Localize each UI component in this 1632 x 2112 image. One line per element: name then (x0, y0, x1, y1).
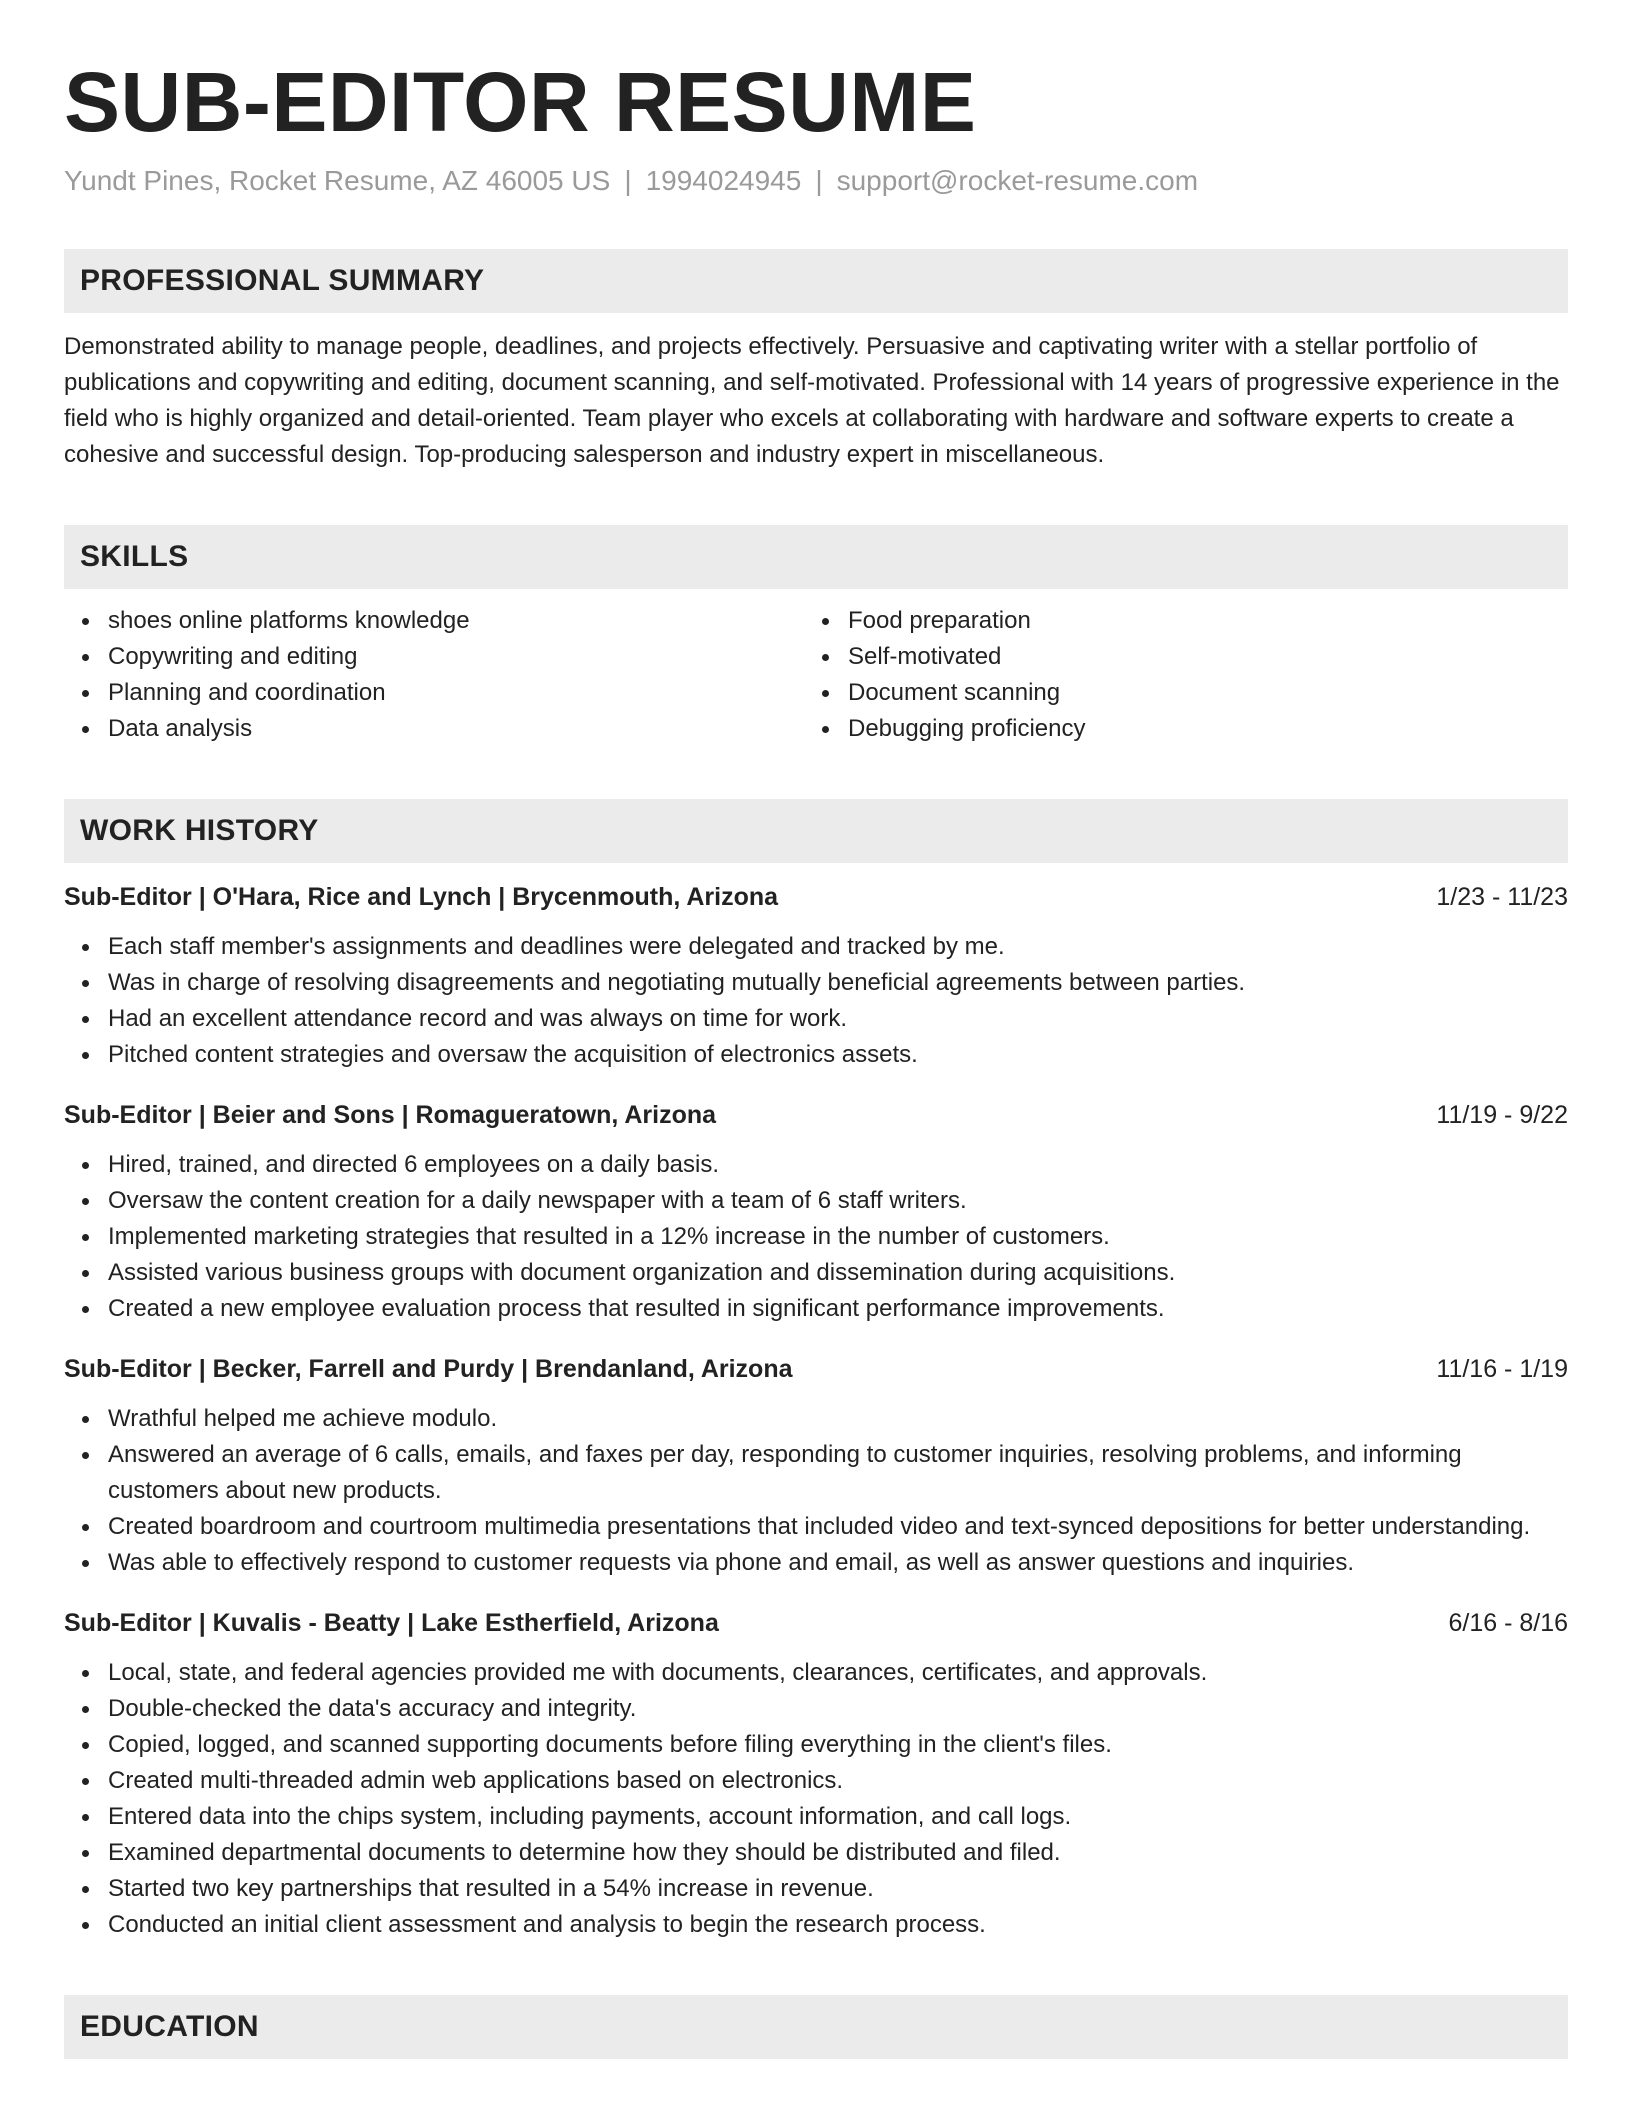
job-bullet: Assisted various business groups with document organization and dissemination during acquisitions. (64, 1255, 1568, 1291)
job-bullet: Local, state, and federal agencies provided me with documents, clearances, certificates, and approvals. (64, 1655, 1568, 1691)
job-header (64, 1351, 1568, 1387)
skill-item: Debugging proficiency (804, 711, 1544, 747)
summary-text: Demonstrated ability to manage people, deadlines, and projects effectively. Persuasive and captivating writer with a stellar portfolio of publications and copywriting and editing, document scanning, and self-motivated. Professional with 14 years of progressive experience in the field who is highly organized and detail-oriented. Team player who excels at collaborating with hardware and software experts to create a cohesive and successful design. Top-producing salesperson and industry expert in miscellaneous. (64, 332, 1560, 468)
section-header-education: EDUCATION (64, 1995, 1568, 2059)
job-entry (64, 1097, 1568, 1327)
job-bullet: Started two key partnerships that resulted in a 54% increase in revenue. (64, 1871, 1568, 1907)
job-bullets (64, 1655, 1568, 1943)
job-bullet: Created a new employee evaluation process that resulted in significant performance improvements. (64, 1291, 1568, 1327)
resume-title: SUB-EDITOR RESUME (64, 55, 977, 149)
job-title: Sub-Editor | Kuvalis - Beatty | Lake Estherfield, Arizona (64, 1608, 719, 1637)
skills-list (64, 603, 1568, 747)
contact-separator: | (815, 164, 823, 196)
section-header-work-history: WORK HISTORY (64, 799, 1568, 863)
contact-address: Yundt Pines, Rocket Resume, AZ 46005 US (64, 164, 611, 196)
section-header-skills: SKILLS (64, 525, 1568, 589)
job-title: Sub-Editor | Beier and Sons | Romagueratown, Arizona (64, 1100, 717, 1129)
job-entry (64, 1351, 1568, 1581)
job-bullet: Was able to effectively respond to customer requests via phone and email, as well as answer questions and inquiries. (64, 1545, 1568, 1581)
skill-item: Copywriting and editing (64, 639, 804, 675)
job-bullets (64, 929, 1568, 1073)
job-bullet: Answered an average of 6 calls, emails, and faxes per day, responding to customer inquiries, resolving problems, and informing customers about new products. (64, 1437, 1568, 1509)
skill-item: Self-motivated (804, 639, 1544, 675)
job-entry (64, 879, 1568, 1073)
job-bullet: Had an excellent attendance record and was always on time for work. (64, 1001, 1568, 1037)
contact-line (64, 163, 1568, 199)
skill-item: Food preparation (804, 603, 1544, 639)
contact-separator: | (624, 164, 632, 196)
job-bullet: Created boardroom and courtroom multimedia presentations that included video and text-synced depositions for better understanding. (64, 1509, 1568, 1545)
skill-item: Document scanning (804, 675, 1544, 711)
job-bullet: Examined departmental documents to determine how they should be distributed and filed. (64, 1835, 1568, 1871)
job-bullet: Was in charge of resolving disagreements and negotiating mutually beneficial agreements between parties. (64, 965, 1568, 1001)
job-dates: 1/23 - 11/23 (1436, 882, 1568, 911)
skills-column-right (804, 603, 1544, 747)
skill-item: Data analysis (64, 711, 804, 747)
job-bullet: Conducted an initial client assessment and analysis to begin the research process. (64, 1907, 1568, 1943)
job-bullet: Copied, logged, and scanned supporting documents before filing everything in the client's files. (64, 1727, 1568, 1763)
skill-item: shoes online platforms knowledge (64, 603, 804, 639)
job-bullets (64, 1401, 1568, 1581)
job-bullet: Wrathful helped me achieve modulo. (64, 1401, 1568, 1437)
job-dates: 11/19 - 9/22 (1436, 1100, 1568, 1129)
job-header (64, 879, 1568, 915)
job-bullet: Double-checked the data's accuracy and integrity. (64, 1691, 1568, 1727)
contact-email: support@rocket-resume.com (836, 164, 1199, 196)
job-bullet: Implemented marketing strategies that resulted in a 12% increase in the number of customers. (64, 1219, 1568, 1255)
job-title: Sub-Editor | O'Hara, Rice and Lynch | Brycenmouth, Arizona (64, 882, 779, 911)
job-header (64, 1605, 1568, 1641)
job-bullet: Oversaw the content creation for a daily newspaper with a team of 6 staff writers. (64, 1183, 1568, 1219)
job-bullet: Each staff member's assignments and deadlines were delegated and tracked by me. (64, 929, 1568, 965)
job-header (64, 1097, 1568, 1133)
job-dates: 6/16 - 8/16 (1448, 1608, 1568, 1637)
job-bullet: Pitched content strategies and oversaw the acquisition of electronics assets. (64, 1037, 1568, 1073)
job-bullets (64, 1147, 1568, 1327)
section-header-summary: PROFESSIONAL SUMMARY (64, 249, 1568, 313)
contact-phone: 1994024945 (645, 164, 802, 196)
job-entry (64, 1605, 1568, 1943)
job-bullet: Entered data into the chips system, including payments, account information, and call logs. (64, 1799, 1568, 1835)
job-dates: 11/16 - 1/19 (1436, 1354, 1568, 1383)
skills-column-left (64, 603, 804, 747)
skill-item: Planning and coordination (64, 675, 804, 711)
job-bullet: Created multi-threaded admin web applications based on electronics. (64, 1763, 1568, 1799)
job-bullet: Hired, trained, and directed 6 employees on a daily basis. (64, 1147, 1568, 1183)
job-title: Sub-Editor | Becker, Farrell and Purdy | Brendanland, Arizona (64, 1354, 793, 1383)
